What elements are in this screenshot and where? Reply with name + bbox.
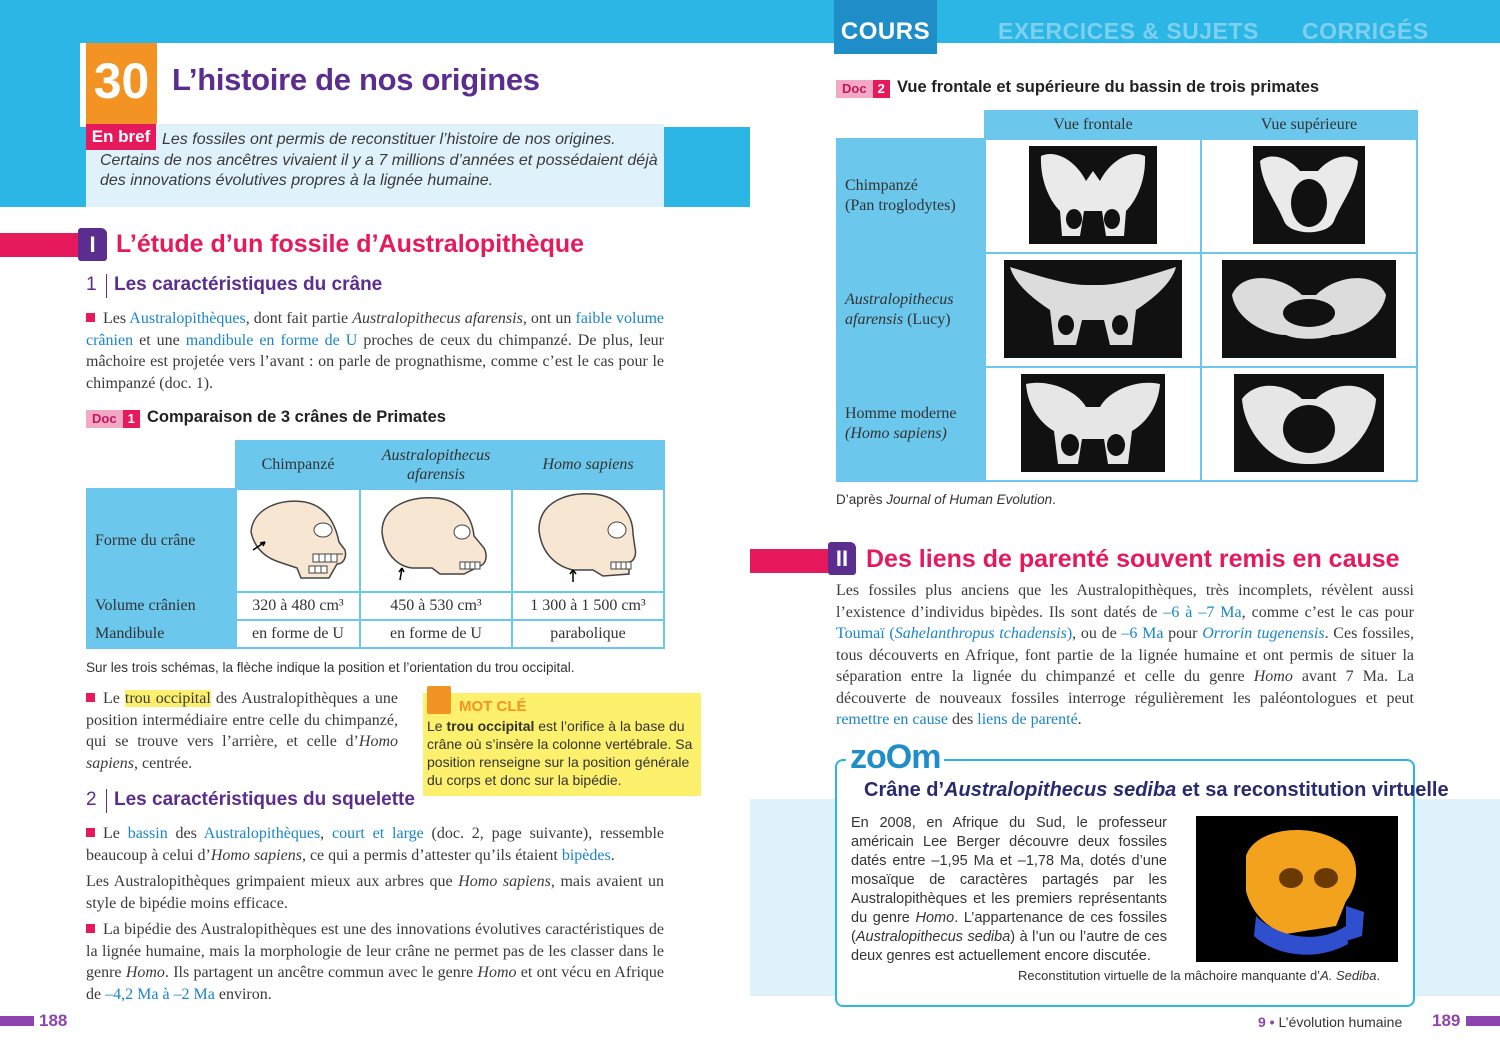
pelvis-photo-frontal [985, 253, 1201, 367]
book-icon [427, 686, 451, 714]
paragraph: Le bassin des Australopithèques, court et large (doc. 2, page suivante), ressemble beaucoup à celui d’Homo sapiens, ce qui a permis d’attester qu’ils étaient bipèdes. [86, 825, 665, 864]
table-col-header: Homo sapiens [512, 441, 664, 489]
paragraph: Les Australopithèques, dont fait partie Australopithecus afarensis, ont un faible volume crânien et une mandibule en forme de U proches de ceux du chimpanzé. De plus, leur mâchoire est projetée vers l’avant : on parle de prognathisme, comme c’est le cas pour le chimpanzé (doc. 1). [86, 310, 665, 392]
table-col-header: Vue supérieure [1201, 111, 1417, 139]
zoom-text: En 2008, en Afrique du Sud, le professeur américain Lee Berger découvre deux fossiles datés entre –1,95 Ma et –1,78 Ma, dotés d’une mosaïque de caractères partagés par les Australopithèques et les premiers représentants du genre Homo. L’appartenance de ces fossiles (Australopithecus sediba) à l’un ou l’autre de ces deux genres est actuellement encore discutée. [851, 815, 1167, 964]
table-cell: 320 à 480 cm³ [236, 592, 360, 620]
zoom-title: Crâne d’Australopithecus sediba et sa reconstitution virtuelle [864, 779, 1449, 801]
tab-exercices[interactable]: EXERCICES & SUJETS [998, 18, 1259, 44]
pelvis-photo-frontal [985, 139, 1201, 253]
table-row-header: Australopithecus afarensis (Lucy) [837, 253, 985, 367]
paragraph: Le trou occipital des Australopithèques a une position intermédiaire entre celle du chimpanzé, qui se trouve vers l’arrière, et celle d’Homo sapiens, centrée. [86, 690, 398, 772]
subsection-title: Les caractéristiques du squelette [114, 789, 415, 810]
table-cell: en forme de U [360, 620, 512, 648]
skull-reconstruction-photo [1196, 816, 1398, 962]
page-number: 189 [1432, 1011, 1461, 1030]
keyword-text: Le trou occipital est l’orifice à la base du crâne où s’insère la colonne vertébrale. Sa position renseigne sur la position générale du corps et donc sur la bipédie. [427, 718, 693, 788]
page-number-bar [0, 1016, 34, 1026]
page-number-bar [1466, 1016, 1500, 1026]
chapter-number: 30 [86, 43, 157, 127]
table-corner [87, 441, 236, 489]
table-cell: parabolique [512, 620, 664, 648]
bullet-square-icon [86, 313, 95, 322]
table-row-header: Chimpanzé (Pan troglodytes) [837, 139, 985, 253]
section-title: L’étude d’un fossile d’Australopithèque [116, 230, 585, 258]
table-cell: en forme de U [236, 620, 360, 648]
table-cell: 1 300 à 1 500 cm³ [512, 592, 664, 620]
doc-title: Comparaison de 3 crânes de Primates [147, 408, 446, 426]
pelvis-photo-superior [1201, 367, 1417, 481]
australopithecus-skull-drawing [360, 489, 512, 592]
paragraph: La bipédie des Australopithèques est une des innovations évolutives caractéristiques de la lignée humaine, mais la morphologie de leur crâne ne permet pas de les classer dans le genre Homo. Ils partagent un ancêtre commun avec le genre Homo et ont vécu en Afrique de –4,2 Ma à –2 Ma environ. [86, 921, 665, 1003]
footer-chapter: 9 • L’évolution humaine [1258, 1014, 1403, 1030]
table-col-header: Vue frontale [985, 111, 1201, 139]
section-title: Des liens de parenté souvent remis en cause [866, 545, 1400, 573]
table-cell: 450 à 530 cm³ [360, 592, 512, 620]
chapter-title: L’histoire de nos origines [172, 62, 540, 97]
summary-tag: En bref [86, 124, 156, 150]
section-badge: II [828, 542, 856, 575]
table-row-header: Homme moderne (Homo sapiens) [837, 367, 985, 481]
subsection-title: Les caractéristiques du crâne [114, 274, 383, 295]
table-col-header: Australopithecus afarensis [360, 441, 512, 489]
zoom-caption: Reconstitution virtuelle de la mâchoire manquante d’A. Sediba. [1018, 968, 1381, 983]
pelvis-photo-frontal [985, 367, 1201, 481]
subsection-divider [106, 789, 107, 813]
section-bar [0, 233, 78, 257]
homo-sapiens-skull-drawing [512, 489, 664, 592]
bullet-square-icon [86, 924, 95, 933]
doc-tag: Doc 2 [836, 80, 890, 98]
bullet-square-icon [86, 693, 95, 702]
pelvis-comparison-table [836, 110, 1418, 482]
bullet-square-icon [86, 828, 95, 837]
pelvis-photo-superior [1201, 139, 1417, 253]
table-row-header: Volume crânien [87, 592, 236, 620]
table-row-header: Mandibule [87, 620, 236, 648]
section-bar [750, 549, 828, 573]
paragraph: Les fossiles plus anciens que les Australopithèques, très incomplets, révèlent aussi l’existence d’individus bipèdes. Ils sont datés de –6 à –7 Ma, comme c’est le cas pour Toumaï (Sahelanthropus tchadensis), ou de –6 Ma pour Orrorin tugenensis. Ces fossiles, tous découverts en Afrique, font partie de la lignée humaine et ont permis de situer la séparation entre la lignée du chimpanzé et celle du genre Homo avant 7 Ma. La découverte de nouveaux fossiles interroge régulièrement les paléontologues et peut remettre en cause des liens de parenté. [836, 582, 1415, 728]
keyword-title: MOT CLÉ [459, 698, 527, 715]
chimpanzee-skull-drawing [236, 489, 360, 592]
subsection-divider [106, 274, 107, 298]
tab-corriges[interactable]: CORRIGÉS [1302, 18, 1429, 44]
zoom-logo: zoOm [846, 738, 944, 777]
tab-cours[interactable]: COURS [834, 0, 937, 54]
doc-caption: D’après Journal of Human Evolution. [836, 492, 1056, 507]
doc-title: Vue frontale et supérieure du bassin de trois primates [897, 78, 1320, 96]
pelvis-photo-superior [1201, 253, 1417, 367]
table-row-header: Forme du crâne [87, 489, 236, 592]
summary-text: Les fossiles ont permis de reconstituer l’histoire de nos origines. Certains de nos ancêtres vivaient il y a 7 millions d’années et possédaient déjà des innovations évolutives propres à la lignée humaine. [100, 131, 658, 189]
subsection-number: 1 [86, 274, 97, 295]
paragraph: Les Australopithèques grimpaient mieux aux arbres que Homo sapiens, mais avaient un style de bipédie moins efficace. [86, 873, 665, 912]
page-number: 188 [39, 1011, 68, 1030]
table-col-header: Chimpanzé [236, 441, 360, 489]
table-corner [837, 111, 985, 139]
doc-caption: Sur les trois schémas, la flèche indique la position et l’orientation du trou occipital. [86, 660, 575, 675]
section-badge: I [78, 228, 107, 261]
subsection-number: 2 [86, 789, 97, 810]
doc-tag: Doc 1 [86, 410, 140, 428]
skull-comparison-table [86, 440, 665, 649]
